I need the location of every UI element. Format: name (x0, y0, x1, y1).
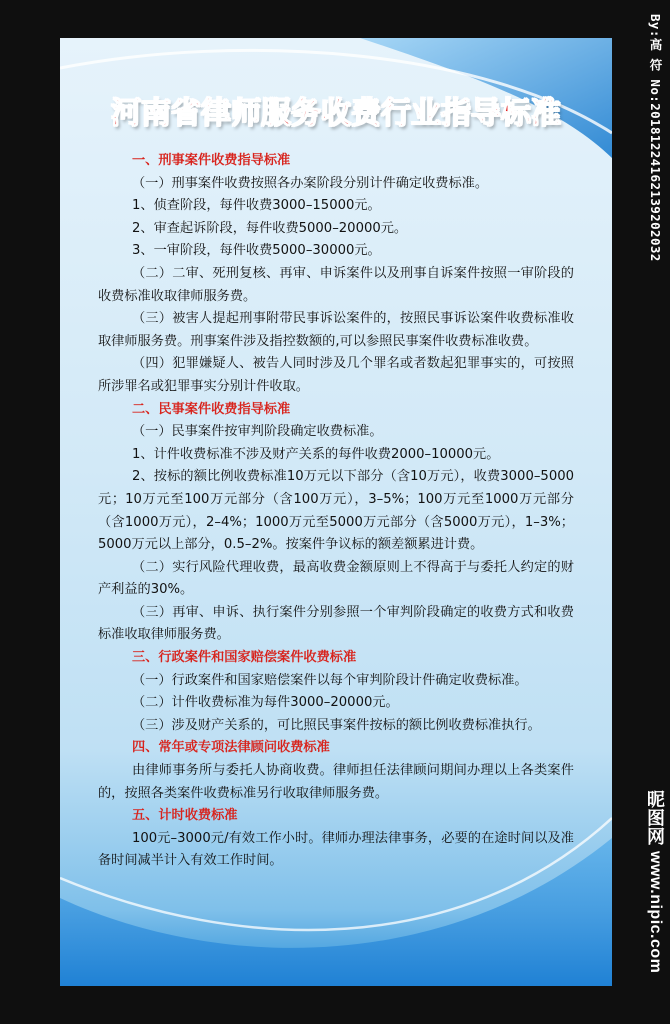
body-paragraph: （一）刑事案件收费按照各办案阶段分别计件确定收费标准。 (132, 175, 489, 191)
body-paragraph: （二）二审、死刑复核、再审、申诉案件以及刑事自诉案件按照一审阶段的收费标准收取律师服务费。 (98, 265, 574, 304)
side-code-text: By:高 符 No:20181224162139202032 (648, 14, 663, 262)
watermark-brand: 昵图网 (645, 790, 665, 846)
body-paragraph: （四）犯罪嫌疑人、被告人同时涉及几个罪名或者数起犯罪事实的，可按照所涉罪名或犯罪事实分别计件收取。 (98, 356, 574, 394)
watermark-url: www.nipic.com (647, 851, 664, 974)
body-paragraph: （三）再审、申诉、执行案件分别参照一个审判阶段确定的收费方式和收费标准收取律师服务费。 (98, 604, 574, 643)
section-heading: 一、刑事案件收费指导标准 (132, 153, 291, 168)
body-paragraph: 1、计件收费标准不涉及财产关系的每件收费2000–10000元。 (132, 446, 500, 462)
section-heading: 五、计时收费标准 (132, 808, 238, 824)
body-paragraph: 1、侦查阶段，每件收费3000–15000元。 (132, 198, 381, 214)
body-paragraph: （三）被害人提起刑事附带民事诉讼案件的，按照民事诉讼案件收费标准收取律师服务费。刑事案件涉及指控数额的,可以参照民事案件收费标准收费。 (98, 311, 574, 349)
body-paragraph: （二）实行风险代理收费，最高收费金额原则上不得高于与委托人约定的财产利益的30%。 (98, 559, 574, 598)
body-paragraph: （三）涉及财产关系的，可比照民事案件按标的额比例收费标准执行。 (132, 717, 541, 733)
content-body (98, 150, 574, 873)
section-heading: 三、行政案件和国家赔偿案件收费标准 (132, 650, 357, 666)
page-title: 河南省律师服务收费行业指导标准 (111, 96, 561, 131)
section-heading: 二、民事案件收费指导标准 (132, 401, 291, 417)
body-paragraph: 3、一审阶段，每件收费5000–30000元。 (132, 243, 381, 259)
body-paragraph: 2、按标的额比例收费标准10万元以下部分（含10万元），收费3000–5000元；10万元至100万元部分（含100万元），3–5%；100万元至1000万元部分（含1000万元），2–4%；1000万元至5000万元部分（含5000万元），1–3%；5000万元以上部分，0.5–2%。按案件争议标的额差额累进计费。 (98, 469, 574, 553)
section-heading: 四、常年或专项法律顾问收费标准 (132, 740, 330, 756)
body-paragraph: 2、审查起诉阶段，每件收费5000–20000元。 (132, 220, 408, 236)
body-paragraph: （二）计件收费标准为每件3000–20000元。 (132, 695, 399, 711)
body-paragraph: 由律师事务所与委托人协商收费。律师担任法律顾问期间办理以上各类案件的，按照各类案件收费标准另行收取律师服务费。 (98, 763, 574, 801)
body-paragraph: 100元–3000元/有效工作小时。律师办理法律事务，必要的在途时间以及准备时间减半计入有效工作时间。 (98, 830, 574, 869)
nipic-watermark (638, 790, 668, 973)
poster (60, 38, 612, 986)
body-paragraph: （一）民事案件按审判阶段确定收费标准。 (132, 424, 383, 440)
body-paragraph: （一）行政案件和国家赔偿案件以每个审判阶段计件确定收费标准。 (132, 672, 528, 688)
